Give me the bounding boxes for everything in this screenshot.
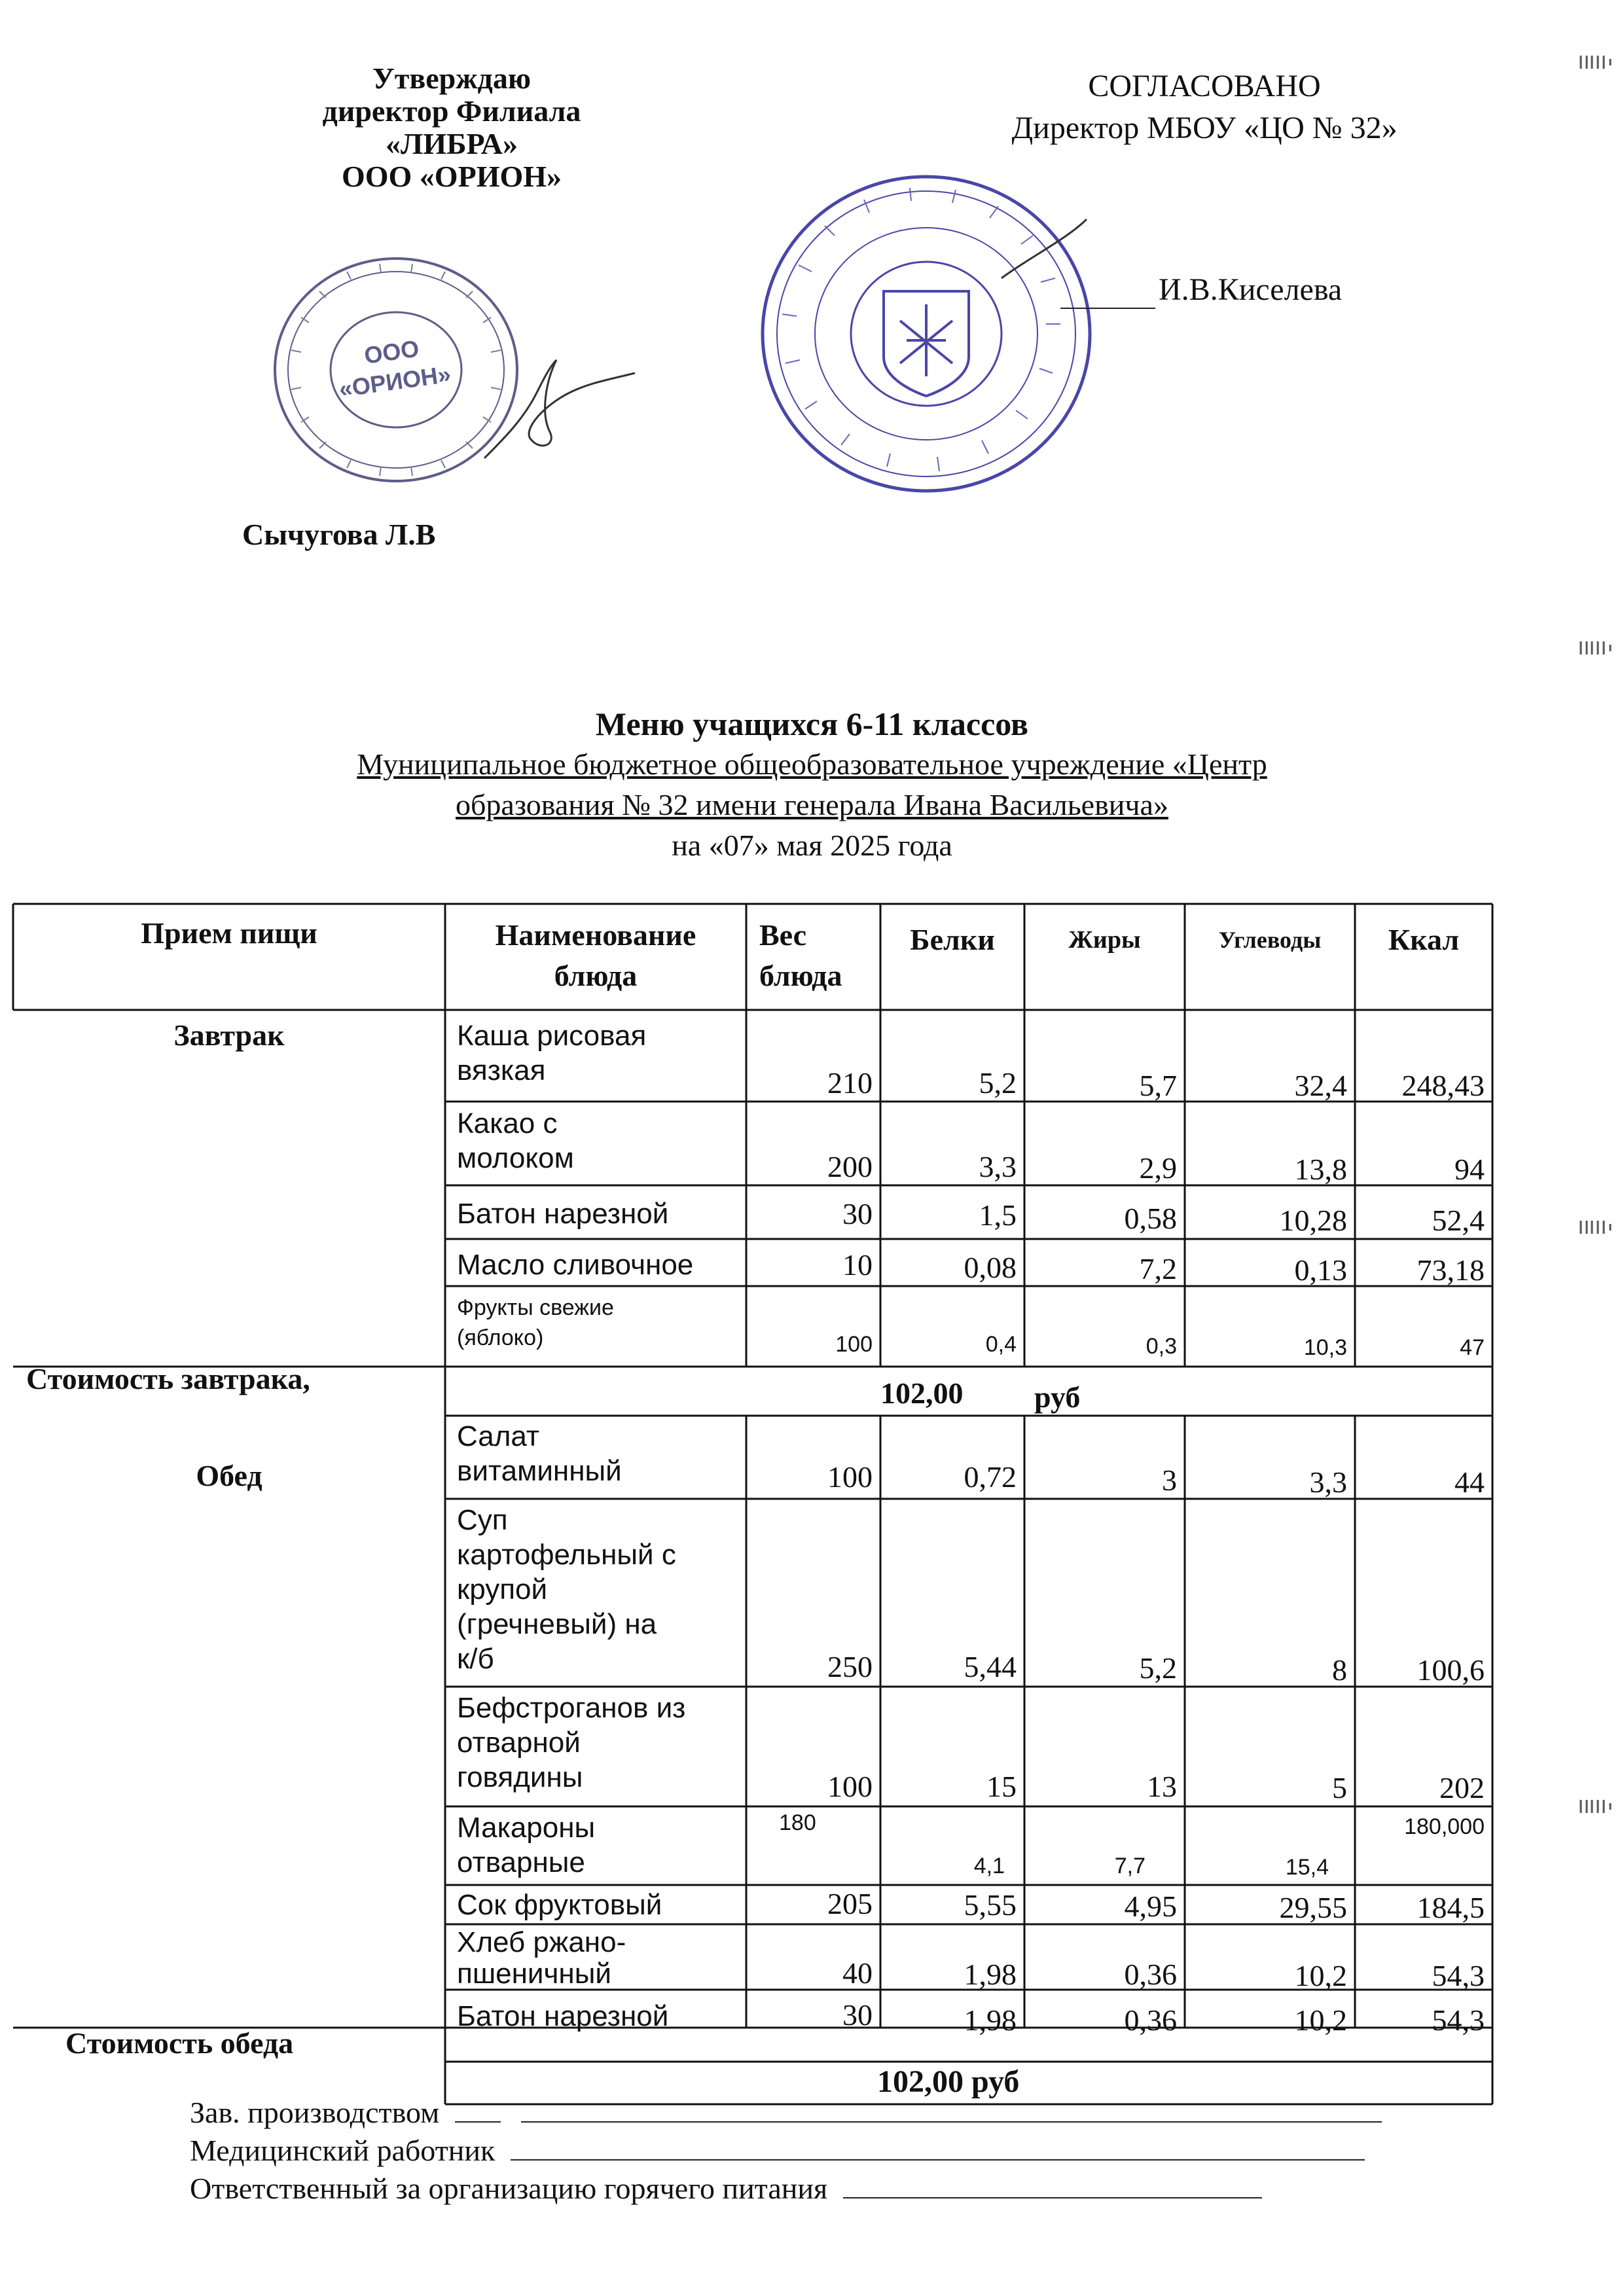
org-name-line1: Муниципальное бюджетное общеобразовательное учреждение «Центр [357,747,1267,781]
dish-name-line: отварные [457,1846,585,1878]
footer-production-head [190,2094,1382,2131]
signer-right: И.В.Киселева [1159,272,1343,307]
dish-weight: 250 [827,1650,873,1683]
approval-left-line1: Утверждаю [372,62,531,95]
header-meal-label: Прием пищи [141,916,317,950]
dish-name-line: к/б [457,1643,494,1675]
header-weight-l2: блюда [759,959,842,992]
header-dish-l2: блюда [554,959,638,992]
header-dish-l1: Наименование [495,918,696,952]
dish-kcal: 100,6 [1416,1653,1485,1687]
dish-name-line: Батон нарезной [457,1198,669,1230]
signer-left: Сычугова Л.В [242,518,436,551]
dish-name-line: витаминный [457,1455,622,1487]
lunch-cost-label: Стоимость обеда [65,2026,294,2060]
dish-weight: 200 [827,1150,873,1183]
header-meal [13,913,445,954]
dish-protein: 0,4 [985,1332,1017,1357]
dish-protein: 0,08 [964,1251,1017,1284]
dish-weight: 10 [842,1248,873,1282]
dish-name [445,1503,746,1676]
signature-line [455,2095,501,2123]
header-fat [1024,920,1185,960]
header-dish [445,915,746,996]
dish-fat: 2,9 [1139,1151,1177,1185]
dish-kcal: 73,18 [1416,1253,1485,1287]
dish-name-line: Хлеб ржано- [457,1927,626,1958]
dish-weight: 205 [827,1887,873,1920]
dish-kcal: 180,000 [1404,1814,1485,1839]
dish-name-line: (яблоко) [457,1325,544,1350]
breakfast-cost-value: 102,00 [880,1376,964,1410]
dish-name-line: Батон нарезной [457,2000,669,2032]
dish-name [445,1247,746,1282]
dish-name [445,1888,746,1922]
dish-carbs: 0,13 [1294,1253,1347,1287]
menu-date: на «07» мая 2025 года [672,829,952,862]
dish-name-line: Какао с [457,1107,558,1139]
dish-weight: 100 [827,1460,873,1494]
dish-kcal: 94 [1454,1153,1485,1186]
dish-protein: 1,98 [964,2003,1017,2037]
dish-fat: 0,58 [1124,1202,1177,1235]
header-weight [746,915,880,996]
dish-name-line: Фрукты свежие [457,1295,614,1320]
dish-kcal: 52,4 [1432,1204,1485,1237]
dish-protein: 3,3 [979,1150,1017,1183]
dish-name [445,1106,746,1175]
footer-medical-worker [190,2132,1365,2169]
dish-fat: 0,3 [1146,1334,1177,1359]
dish-protein: 1,5 [979,1198,1017,1232]
dish-name-line: говядины [457,1761,583,1793]
dish-kcal: 184,5 [1416,1891,1485,1924]
dish-protein: 1,98 [964,1958,1017,1991]
dish-weight: 100 [827,1770,873,1803]
meal-lunch: Обед [196,1459,262,1492]
dish-carbs: 5 [1332,1771,1347,1804]
dish-name [445,1018,746,1088]
header-kcal [1355,920,1492,960]
stamp-text-line2: «ОРИОН» [337,360,453,403]
stamp-text-line1: ООО [362,334,421,369]
dish-kcal: 54,3 [1432,1959,1485,1992]
dish-name-line: Макароны [457,1812,596,1844]
dish-carbs: 29,55 [1279,1891,1347,1924]
dish-name-line: Суп [457,1504,508,1536]
footer-production-head-label: Зав. производством [190,2096,440,2129]
dish-carbs: 3,3 [1309,1465,1347,1499]
dish-weight: 40 [842,1956,873,1990]
scan-mark [1578,638,1617,658]
dish-name [445,1419,746,1488]
approval-left-line4: ООО «ОРИОН» [341,160,562,193]
dish-name-line: Салат [457,1420,540,1452]
dish-weight: 210 [827,1066,873,1100]
dish-weight: 30 [842,1998,873,2032]
dish-carbs: 8 [1332,1653,1347,1687]
dish-kcal: 54,3 [1432,2003,1485,2037]
scan-mark [1578,1217,1617,1237]
signature-line [521,2095,1382,2123]
dish-carbs: 15,4 [1285,1855,1329,1880]
dish-weight: 100 [835,1332,873,1357]
dish-carbs: 13,8 [1294,1153,1347,1186]
header-protein-label: Белки [910,923,995,956]
dish-name-line: Бефстроганов из [457,1692,686,1724]
breakfast-cost-label: Стоимость завтрака, [26,1362,310,1395]
dish-carbs: 10,2 [1294,1959,1347,1992]
menu-title: Меню учащихся 6-11 классов [595,706,1029,742]
dish-weight: 180 [779,1810,816,1835]
dish-name [445,1691,746,1795]
dish-name-line: молоком [457,1142,574,1174]
dish-fat: 5,2 [1139,1651,1177,1685]
dish-fat: 13 [1147,1770,1177,1803]
dish-name-line: картофельный с [457,1539,676,1571]
approval-left-line2: директор Филиала [322,94,581,128]
meal-breakfast: Завтрак [173,1018,285,1052]
dish-carbs: 10,3 [1303,1335,1347,1360]
dish-name-line: пшеничный [457,1958,611,1990]
dish-name-line: Каша рисовая [457,1020,647,1052]
scan-mark [1578,1797,1617,1816]
dish-name-line: вязкая [457,1054,546,1086]
dish-carbs: 32,4 [1294,1069,1347,1102]
dish-protein: 5,44 [964,1650,1017,1683]
header-carbs [1185,920,1355,960]
dish-kcal: 248,43 [1401,1069,1485,1102]
lunch-cost-value: 102,00 руб [877,2064,1020,2099]
header-protein [880,920,1024,960]
approval-right-line1: СОГЛАСОВАНО [1088,69,1321,103]
header-fat-label: Жиры [1068,926,1141,954]
dish-name [445,1196,746,1231]
dish-fat: 7,7 [1114,1854,1146,1878]
signature-line [843,2171,1262,2198]
dish-protein: 4,1 [973,1854,1005,1878]
dish-fat: 0,36 [1124,2003,1177,2037]
dish-carbs: 10,28 [1279,1204,1347,1237]
dish-weight: 30 [842,1197,873,1230]
dish-protein: 0,72 [964,1460,1017,1494]
scan-mark [1578,52,1617,72]
footer-hot-meals [190,2170,1262,2207]
footer-medical-worker-label: Медицинский работник [190,2134,496,2167]
dish-kcal: 47 [1460,1335,1485,1360]
dish-name [445,1999,746,2034]
dish-fat: 5,7 [1139,1069,1177,1102]
dish-carbs: 10,2 [1294,2003,1347,2037]
dish-name [445,1927,746,1990]
approval-left-line3: «ЛИБРА» [386,127,518,160]
header-carbs-label: Углеводы [1218,927,1322,953]
signature-line [511,2133,1365,2161]
header-weight-l1: Вес [759,918,807,952]
dish-name-line: Масло сливочное [457,1249,694,1281]
dish-fat: 0,36 [1124,1958,1177,1991]
approval-right-line2: Директор МБОУ «ЦО № 32» [1011,111,1398,145]
dish-name-line: (гречневый) на [457,1608,657,1640]
dish-kcal: 202 [1439,1771,1485,1804]
dish-protein: 15 [986,1770,1017,1803]
footer-hot-meals-label: Ответственный за организацию горячего питания [190,2172,828,2205]
breakfast-cost-unit: руб [1034,1380,1081,1414]
header-kcal-label: Ккал [1388,923,1460,956]
dish-fat: 7,2 [1139,1252,1177,1285]
dish-name [445,1810,746,1880]
dish-name [445,1293,746,1353]
dish-name-line: Сок фруктовый [457,1889,662,1921]
org-name-line2: образования № 32 имени генерала Ивана Васильевича» [456,788,1168,821]
dish-name-line: отварной [457,1727,581,1759]
dish-protein: 5,55 [964,1888,1017,1922]
dish-fat: 4,95 [1124,1890,1177,1923]
dish-fat: 3 [1162,1463,1177,1497]
dish-kcal: 44 [1454,1465,1485,1499]
dish-name-line: крупой [457,1573,548,1605]
dish-protein: 5,2 [979,1066,1017,1100]
